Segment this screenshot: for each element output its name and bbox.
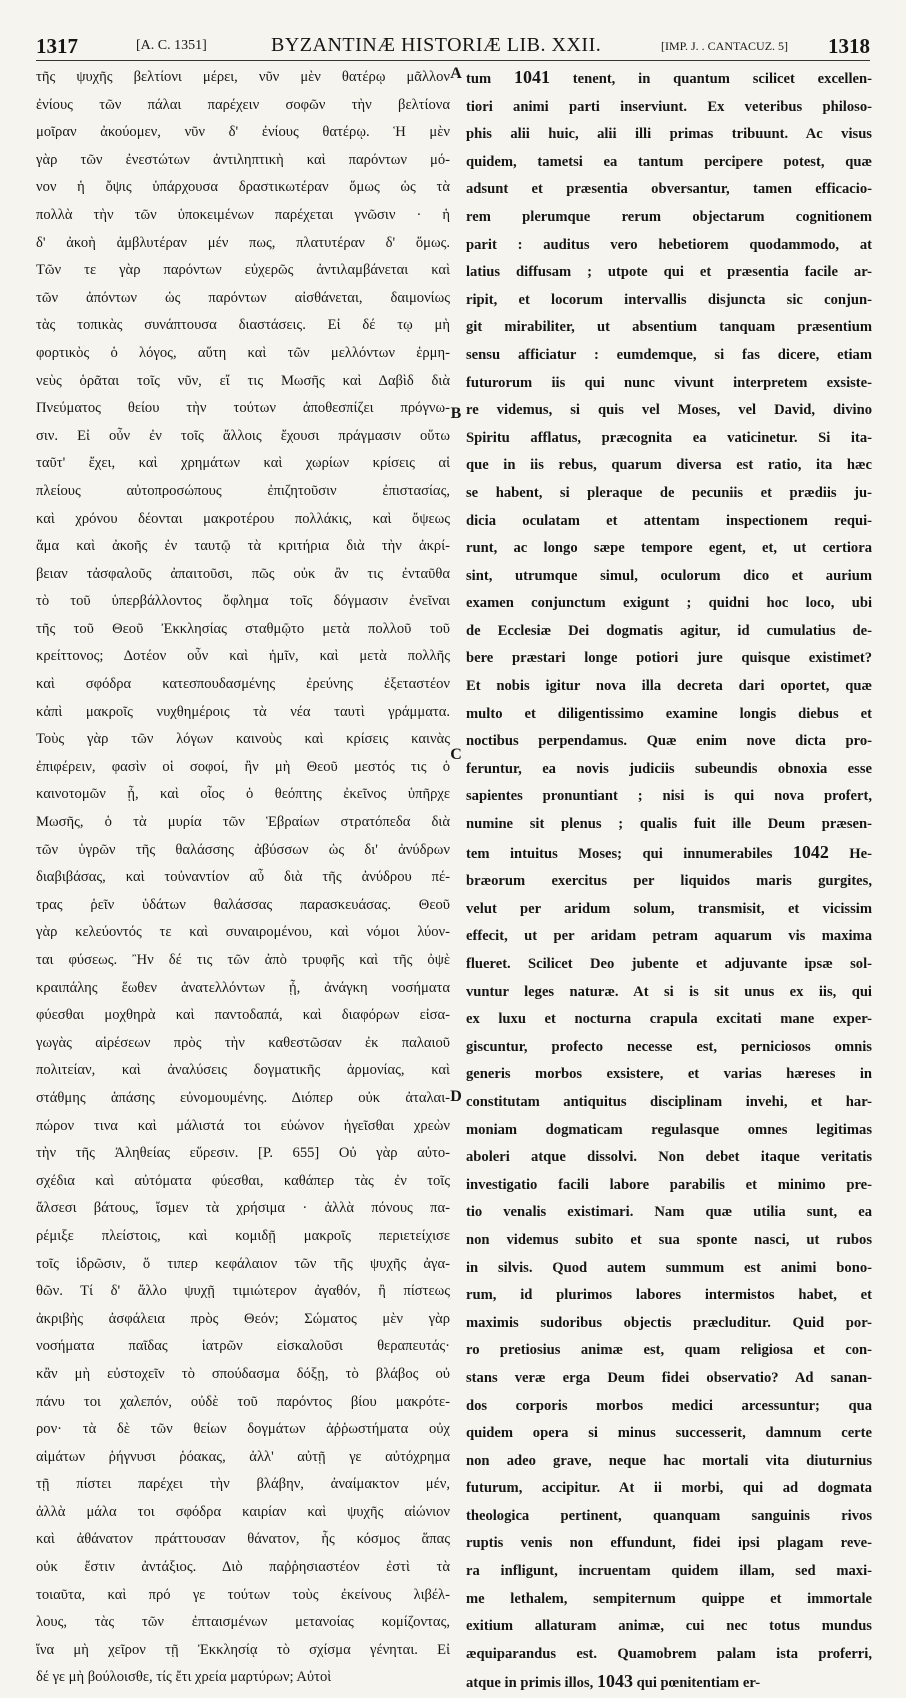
greek-text-line: νοσήματα παῖδας ἰατρῶν εἰσκαλοῦσι θεραπευτάς· — [36, 1338, 450, 1355]
latin-text-line: non videmus subito et sua sponte nasci, ut rubos — [466, 1231, 872, 1248]
greek-text-line: τὸ τοῦ ὑπερβάλλοντος ὄφλημα τοῖς δόγμασιν ἐνεῖναι — [36, 593, 450, 610]
greek-text-line: πολλὰ τὴν τῶν ὑποκειμένων παρέχεται γνῶσιν · ἡ — [36, 206, 450, 223]
latin-text-line: theologica pertinent, quanquam sanguinis rivos — [466, 1507, 872, 1524]
section-mark-c: C — [450, 746, 462, 763]
greek-text-line: διαβιβάσας, καὶ τοὐναντίον αὖ διὰ τῆς ἀνύδρου πέ- — [36, 869, 450, 886]
greek-text-line: πολιτείαν, καὶ ἀναλύσεις δογματικῆς ἁρμονίας, καὶ — [36, 1062, 450, 1079]
greek-text-line: καὶ σφόδρα κατεσπουδασμένης ἐρεύνης ἐξεταστέον — [36, 676, 450, 693]
latin-text-line: aboleri atque dissolvi. Non debet itaque veritatis — [466, 1149, 872, 1166]
greek-text-line: λους, τὰς τῶν ἐπταισμένων μετανοίας κομίζοντας, — [36, 1614, 450, 1631]
latin-text-line: de Ecclesiæ Dei dogmatis agitur, id cumulatius de- — [466, 622, 872, 639]
greek-text-line: Τῶν τε γὰρ παρόντων εὐχερῶς ἀντιλαμβάνεται καὶ — [36, 262, 450, 279]
greek-text-line: τρας ῥεῖν ὑδάτων θαλάσσας παρασκευάσας. Θεοῦ — [36, 896, 450, 913]
latin-text-line: git mirabiliter, ut absentium tanquam præsentium — [466, 319, 872, 336]
latin-text-line: parit : auditus vero hebetiorem quodammodo, at — [466, 236, 872, 253]
greek-text-line: οὐκ ἔστιν ἀντάξιος. Διὸ παῤῥησιαστέον ἐστὶ τὰ — [36, 1559, 450, 1576]
greek-text-line: ἐπιφέρειν, φασὶν οἱ σοφοί, ἢν μὴ Θεοῦ μεστός τις ὁ — [36, 758, 450, 775]
latin-text-line: rum, id plurimos labores intermistos habet, et — [466, 1287, 872, 1304]
latin-text-line: flueret. Scilicet Deo jubente et adjuvante ipsæ sol- — [466, 956, 872, 972]
latin-text-line: sensu afficiatur : eumdemque, si fas dicere, etiam — [466, 346, 872, 363]
old-edition-page-number: 1042 — [792, 841, 829, 862]
latin-text-line: dicia oculatam et attentam inspectionem requi- — [466, 512, 872, 529]
greek-text-line: τοῖς ἱδρῶσιν, ὅ τιπερ κεφάλαιον τῶν τῆς ψυχῆς ἀγα- — [36, 1255, 450, 1272]
emperor-reference: [IMP. J. . CANTACUZ. 5] — [661, 39, 789, 53]
latin-text-line: generis morbos exsistere, et varias hæreses in — [466, 1066, 872, 1083]
greek-text-line: δέ γε μὴ βούλοισθε, τίς ἔτι χρεία μαρτύρων; Αὐτοὶ — [36, 1669, 332, 1686]
section-mark-a: A — [450, 65, 462, 82]
latin-text-line: examen conjunctum exigunt ; quidni hoc loco, ubi — [466, 595, 872, 612]
old-edition-page-number: 1041 — [513, 67, 550, 87]
greek-text-line: Μωσῆς, ὁ τὰ μυρία τῶν Ἑβραίων στρατόπεδα διὰ — [36, 814, 450, 831]
year-reference: [A. C. 1351] — [136, 38, 207, 53]
greek-text-line: τῇ πίστει παρέχει τὴν βλάβην, ἀναίμακτον μέν, — [36, 1476, 450, 1493]
greek-text-line: καὶ χρόνου δέονται μακροτέρου πολλάκις, καὶ ὄψεως — [36, 510, 450, 527]
latin-text-line: quidem opera si minus successerit, damnum certe — [466, 1425, 872, 1442]
greek-text-line: γὰρ τῶν ἐνεστώτων ἀντιληπτικὴ καὶ παρόντων μό- — [36, 151, 450, 168]
latin-text-line: rem plerumque rerum objectarum cognitionem — [466, 208, 872, 225]
latin-text-line: adsunt et præsentia obversantur, tamen efficacio- — [466, 181, 872, 198]
greek-text-line: ἀκριβὴς ἀσφάλεια πρὸς Θεόν; Σώματος μὲν γὰρ — [36, 1310, 450, 1327]
running-title: BYZANTINÆ HISTORIÆ LIB. XXII. — [271, 34, 602, 56]
latin-text-line: in silvis. Quod autem summum est animi bono- — [466, 1259, 872, 1276]
greek-text-line: ἵνα μὴ χεῖρον τῇ Ἐκκλησίᾳ τὸ σχίσμα γένηται. Εἰ — [36, 1641, 450, 1658]
section-mark-b: B — [450, 405, 462, 422]
greek-text-line: τὰς τοπικὰς συνάπτουσα διαστάσεις. Εἰ δέ τῳ μὴ — [36, 317, 450, 334]
latin-text-line: ruptis venis non effundunt, fidei ipsi plagam reve- — [466, 1535, 872, 1552]
latin-text-line: feruntur, ea novis judiciis subeundis obnoxia esse — [466, 760, 872, 777]
greek-text-line: τῶν ἀπόντων ὡς παρόντων αἰσθάνεται, δαιμονίως — [36, 289, 450, 306]
greek-text-line: ρέμιξε πλείστοις, καὶ κομιδῇ μακροῖς περιετείχισε — [36, 1227, 450, 1244]
greek-text-line: καὶ ἀθάνατον πράττουσαν θάνατον, ἧς κόσμος ἅπας — [36, 1531, 450, 1548]
greek-text-line: ἀλλὰ μάλα τοι σφόδρα καιρίαν καὶ ψυχῆς αἰώνιον — [36, 1503, 450, 1520]
greek-text-line: βειαν τἀσφαλοῦς ἀπαιτοῦσι, πῶς οὐκ ἂν τις ἐνταῦθα — [36, 565, 450, 582]
latin-text-line: futurum, accipitur. At ii morbi, qui ad dogmata — [466, 1480, 872, 1497]
greek-text-line: πώρον τινα καὶ μάλιστά τοι εὐώνον ἡγεῖσθαι χρεὼν — [36, 1117, 450, 1134]
latin-text-line: dos corporis morbos medici arcessuntur; qua — [466, 1397, 872, 1414]
section-mark-d: D — [450, 1088, 462, 1105]
latin-text-line: me lethalem, sempiternum quippe et immortale — [466, 1590, 872, 1607]
latin-text-line: quidem, tametsi ea tantum percipere potest, quæ — [466, 153, 872, 170]
latin-text-line: que in iis rebus, quarum diversa est ratio, ita hæc — [466, 457, 872, 474]
greek-text-line: γὰρ κελεύοντός τε καὶ συναιρομένου, καὶ νόμοι λύον- — [36, 924, 450, 941]
latin-text-line: ro pretiosius animæ est, quam religiosa et con- — [466, 1342, 872, 1359]
greek-text-line: ταῦτ' ἔχει, καὶ χρημάτων καὶ χωρίων κρίσεις αἱ — [36, 455, 450, 472]
latin-text-line: numine sit plenus ; qualis fuit ille Deum præsen- — [466, 816, 872, 833]
greek-text-line: νεὺς ὁρᾶται τοῖς νῦν, εἴ τις Μωσῆς καὶ Δαβὶδ διὰ — [36, 372, 450, 389]
greek-text-line: τῆς ψυχῆς βελτίονι μέρει, νῦν μὲν θατέρῳ μᾶλλον — [36, 69, 450, 85]
greek-text-line: ται φύσεως. Ἢν δέ τις τῶν ἀπὸ τρυφῆς καὶ τῆς ὀψὲ — [36, 952, 450, 968]
latin-text-line: sint, utrumque simul, oculorum dico et aurium — [466, 567, 872, 584]
latin-text-line: latius diffusam ; utpote qui et præsentia facile ar- — [466, 264, 872, 281]
latin-text-line: æquiparandus est. Quamobrem palam ista proferri, — [466, 1645, 872, 1662]
greek-text-line: πάνυ τοι χαλεπόν, οὐδὲ τοῦ παρόντος βίου μακρότε- — [36, 1393, 450, 1410]
greek-text-line: Πνεύματος θείου τὴν τούτων ἀποθεσπίζει πρόγνω- — [36, 400, 450, 417]
latin-text-line: maximis sudoribus objectis præcluditur. Quid por- — [466, 1314, 872, 1331]
latin-text-line: Spiritu afflatus, præcognita ea vaticinetur. Si ita- — [466, 429, 872, 446]
latin-text-line: multo et diligentissimo examine longis diebus et — [466, 705, 872, 722]
latin-text-line: tio venalis existimari. Nam quæ utilia sunt, ea — [466, 1204, 872, 1221]
latin-text-line: bræorum exercitus per liquidos maris gurgites, — [466, 873, 872, 890]
old-edition-page-number: 1043 — [596, 1671, 633, 1692]
greek-text-line: γωγὰς αἱρέσεων πρὸς τὴν καθεστῶσαν ἐκ παλαιοῦ — [36, 1034, 450, 1051]
greek-text-line: ἐνίους τῶν πάλαι παρέχειν σοφῶν τὴν βελτίονα — [36, 96, 450, 113]
latin-text-line: sapientes pronuntiant ; nisi is qui nova profert, — [466, 788, 872, 805]
greek-text-line: ἅμα καὶ ἀκοῆς ἐν ταυτῷ τὰ κριτήρια διὰ τὴν ἀκρί- — [36, 538, 450, 555]
latin-text-line: atque in primis illos, 1043 qui pœnitentiam er- — [466, 1671, 761, 1692]
greek-text-line: τῆς τοῦ Θεοῦ Ἐκκλησίας σταθμῷτο μετὰ πολλοῦ τοῦ — [36, 620, 450, 637]
greek-text-line: φύεσθαι μοχθηρὰ καὶ παντοδαπά, καὶ διαφόρων εἰσα- — [36, 1007, 450, 1024]
greek-text-line: πλείους αὐτοπροσώπους ἐπιζητοῦσιν ἐπιστασίας, — [36, 482, 450, 499]
latin-text-line: noctibus perpendamus. Quæ enim nove dicta pro- — [466, 733, 872, 750]
latin-text-line: re videmus, si quis vel Moses, vel David, divino — [466, 402, 872, 419]
latin-text-line: effecit, ut per aridam petram aquarum vis maxima — [466, 928, 872, 945]
greek-text-column — [36, 64, 450, 1692]
latin-text-line: runt, ac longo sæpe tempore egent, et, ut certiora — [466, 540, 872, 557]
latin-text-line: futurorum iis qui nunc vivunt interpretem exsiste- — [466, 374, 872, 391]
latin-text-line: investigatio facili labore parabilis et minimo pre- — [466, 1176, 872, 1193]
greek-text-line: ρον· τὰ δὲ τῶν θείων δογμάτων ἀῤῥωστήματα οὐχ — [36, 1421, 450, 1438]
greek-text-line: τοιαῦτα, καὶ πρό γε τούτων τοὺς ἐκείνους λιβέλ- — [36, 1586, 450, 1603]
greek-text-line: ἄλσεσι βάτους, ἴσμεν τὰ χρήσιμα · ἀλλὰ πόνους πα- — [36, 1200, 450, 1217]
greek-text-line: σχέδια καὶ αὐτόματα φύεσθαι, καθάπερ τὰς ἐν τοῖς — [36, 1172, 450, 1189]
greek-text-line: κἀπὶ μακροῖς νυχθημέροις τὰ νέα ταυτὶ γράμματα. — [36, 703, 450, 720]
greek-text-line: φορτικὸς ὁ λόγος, αὕτη καὶ τῶν μελλόντων ἑρμη- — [36, 344, 450, 361]
latin-text-line: ex luxu et nocturna crapula excitati mane exper- — [466, 1011, 872, 1028]
latin-text-line: tem intuitus Moses; qui innumerabiles 1042 He- — [466, 841, 872, 862]
greek-text-line: Τοὺς γὰρ τῶν λόγων καινοὺς καὶ κρίσεις καινὰς — [36, 731, 450, 748]
latin-text-line: bere præstari longe potiori jure quisque existimet? — [466, 650, 872, 667]
latin-text-line: ripit, et locorum intervallis disjuncta sic conjun- — [466, 291, 872, 308]
greek-text-line: κραιπάλης ἕωθεν ἀνατελλόντων ᾖ, ἀνάγκη νοσήματα — [36, 979, 450, 996]
latin-text-line: moniam dogmaticam regulasque omnes legitimas — [466, 1121, 872, 1138]
latin-translation-column — [466, 64, 872, 1698]
greek-text-line: σιν. Εἰ οὖν ἐν τοῖς ἄλλοις ἔχουσι πράγμασιν οὕτω — [36, 427, 450, 444]
latin-text-line: tum 1041 tenent, in quantum scilicet excellen- — [466, 67, 872, 87]
greek-text-line: κἂν μὴ εὐστοχεῖν τὸ σπούδασμα δόξῃ, τὸ βλάβος οὐ — [36, 1365, 450, 1382]
greek-text-line: θῶν. Τί δ' ἄλλο ψυχῇ τιμιώτερον ἀγαθόν, ἢ πίστεως — [36, 1283, 450, 1300]
greek-text-line: αἱμάτων ῥήγνυσι ῥόακας, ἀλλ' αὐτῇ γε αὐτόχρημα — [36, 1448, 450, 1465]
greek-text-line: τὴν τῆς Ἀληθείας εὕρεσιν. [P. 655] Οὐ γὰρ αὐτο- — [36, 1145, 450, 1162]
page-number-right: 1318 — [828, 34, 870, 58]
greek-text-line: δ' ἀκοὴ ἀμβλυτέραν μέν πως, πλατυτέραν δ' ὅμως. — [36, 234, 450, 251]
latin-text-line: stans veræ erga Deum fidei observatio? Ad sanan- — [466, 1369, 872, 1386]
greek-text-line: μοῖραν ἀκούομεν, νῦν δ' ἐνίους θατέρῳ. Ἡ μὲν — [36, 124, 450, 141]
latin-text-line: Et nobis igitur nova illa decreta dari oportet, quæ — [466, 678, 872, 695]
latin-text-line: non adeo grave, neque hac mortali vita diuturnius — [466, 1452, 872, 1469]
latin-text-line: ra infligunt, incruentam quidem illam, sed maxi- — [466, 1563, 872, 1580]
latin-text-line: giscuntur, profecto necesse est, perniciosos omnis — [466, 1038, 872, 1055]
page-number-left: 1317 — [36, 34, 78, 58]
greek-text-line: κρείττονος; Δοτέον οὖν καὶ ἡμῖν, καὶ μετὰ πολλῆς — [36, 648, 450, 665]
latin-text-line: velut per aridum solum, transmisit, et vicissim — [466, 900, 872, 917]
latin-text-line: tiori animi parti inserviunt. Ex veteribus philoso- — [466, 98, 872, 115]
greek-text-line: καινοτομῶν ᾖ, καὶ οἷος ὁ θεόπτης ἐκεῖνος ὑπῆρχε — [36, 786, 450, 803]
greek-text-line: νον ἡ ὄψις ὑπάρχουσα δραστικωτέραν ὅμως ὡς τὰ — [36, 179, 450, 196]
greek-text-line: τῶν ὑγρῶν τῆς θαλάσσης ἀβύσσων ὡς δι' ἀνύδρων — [36, 841, 450, 858]
latin-text-line: vuntur leges naturæ. At si is sit unus ex iis, qui — [466, 983, 872, 1000]
greek-text-line: στάθμης ἁπάσης εὐνομουμένης. Διόπερ οὐκ ἀταλαι- — [36, 1089, 450, 1106]
running-header — [36, 30, 870, 61]
latin-text-line: exitium allaturam animæ, cui nec totus mundus — [466, 1618, 872, 1635]
latin-text-line: phis alii huic, alii illi primas tribuunt. Ac visus — [466, 126, 872, 143]
latin-text-line: se habent, si pleraque de pecuniis et prædiis ju- — [466, 484, 872, 501]
latin-text-line: constitutam antiquitus disciplinam invehi, et har- — [466, 1093, 872, 1110]
